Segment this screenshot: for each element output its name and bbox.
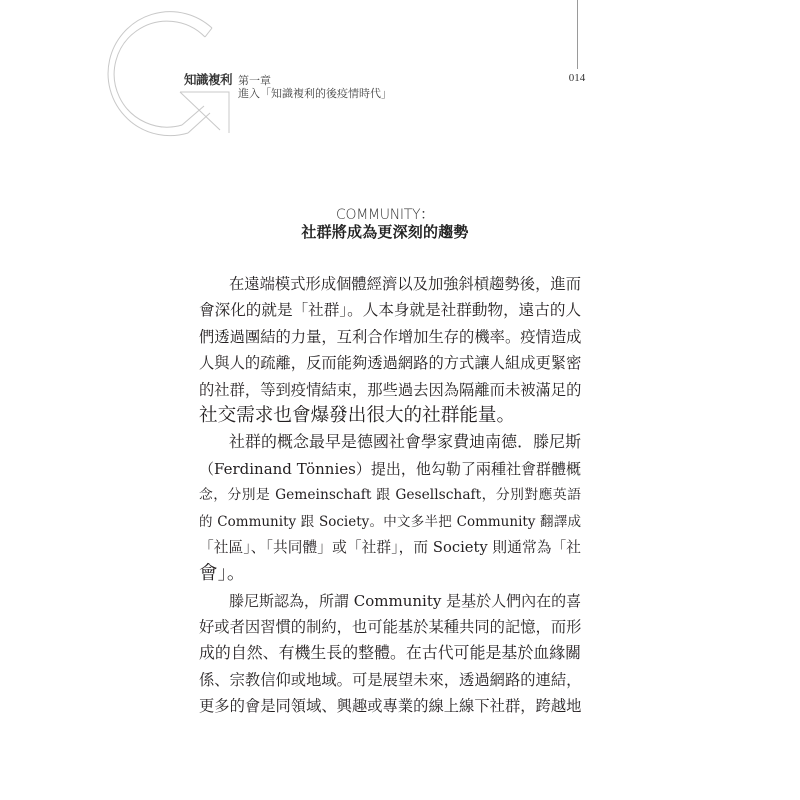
section-title-chinese: 社群將成為更深刻的趨勢 [301,223,469,241]
body-line: 會深化的就是「社群」。人本身就是社群動物，遠古的人 [199,301,582,320]
body-line: 的 Community 跟 Society。中文多半把 Community 翻譯成 [199,513,581,530]
body-text [199,271,581,720]
body-line: （Ferdinand Tönnies）提出，他勾勒了兩種社會群體概 [199,459,581,478]
body-line: 社交需求也會爆發出很大的社群能量。 [199,404,516,426]
body-line: 係、宗教信仰或地域。可是展望未來，透過網路的連結， [199,670,582,689]
body-line: 「社區」、「共同體」或「社群」，而 Society 則通常為「社 [199,538,581,556]
body-line: 會」。 [199,563,246,585]
body-line: 成的自然、有機生長的整體。在古代可能是基於血緣關 [199,643,581,663]
page-number: 014 [568,72,586,84]
section-title-english: COMMUNITY： [336,207,434,223]
body-line: 更多的會是同領域、興趣或專業的線上線下社群，跨越地 [199,697,582,716]
running-header-chapter: 第一章 [238,75,271,87]
body-line: 社群的概念最早是德國社會學家費迪南德．滕尼斯 [229,432,581,452]
body-line: 念，分別是 Gemeinschaft 跟 Gesellschaft，分別對應英語 [199,487,581,504]
body-line: 滕尼斯認為，所謂 Community 是基於人們內在的喜 [229,591,582,610]
body-line: 人與人的疏離，反而能夠透過網路的方式讓人組成更緊密 [199,354,582,373]
header-rule [577,0,578,69]
body-line: 在遠端模式形成個體經濟以及加強斜槓趨勢後，進而 [229,275,581,293]
body-line: 的社群，等到疫情結束，那些過去因為隔離而未被滿足的 [199,380,582,399]
body-line: 們透過團結的力量，互利合作增加生存的機率。疫情造成 [199,327,582,346]
body-line: 好或者因習慣的制約，也可能基於某種共同的記憶，而形 [199,618,582,637]
running-header-book-title: 知識複利 [184,73,233,87]
running-header-chapter-title: 進入「知識複利的後疫情時代」 [238,88,392,100]
